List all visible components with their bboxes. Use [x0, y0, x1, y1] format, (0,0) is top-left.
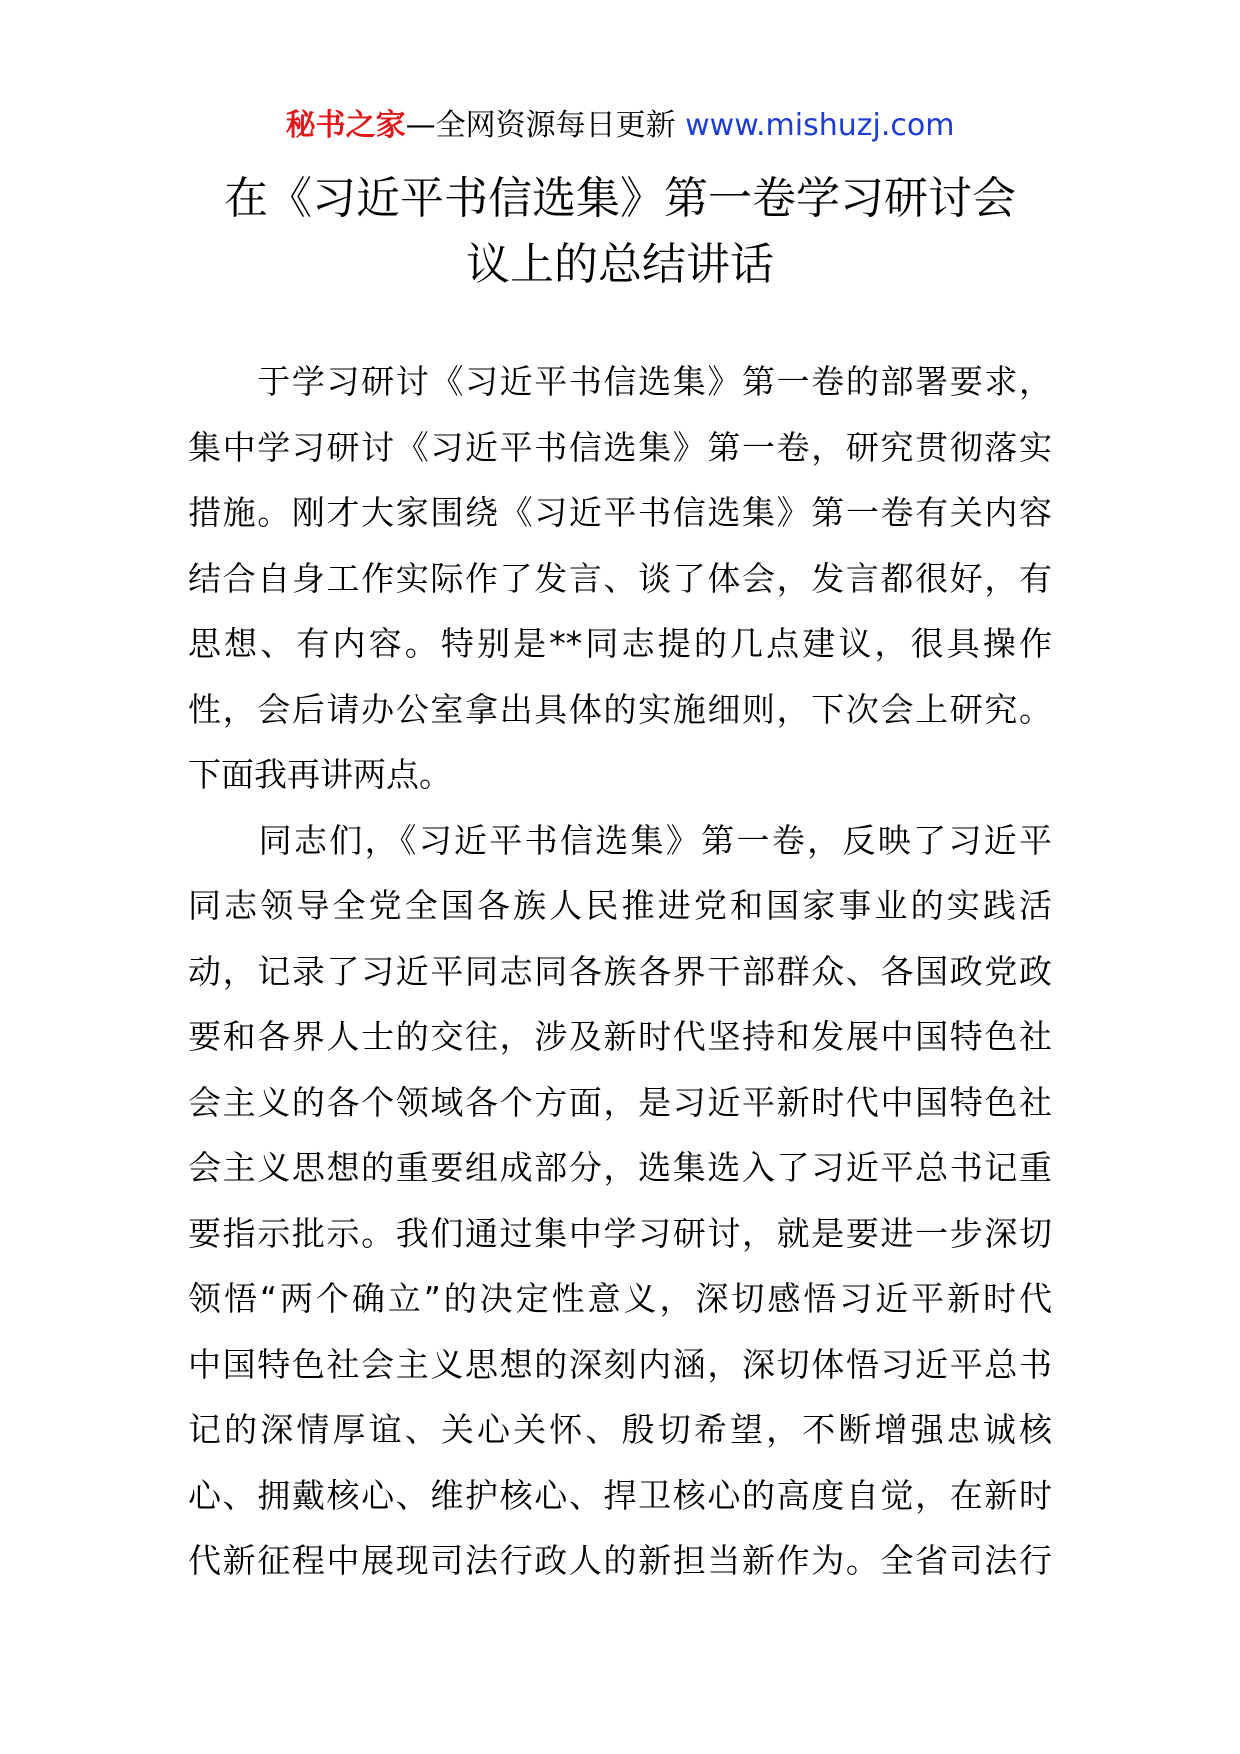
text-line: 集中学习研讨《习近平书信选集》第一卷，研究贯彻落实	[188, 427, 1052, 467]
title-line: 在《习近平书信选集》第一卷学习研讨会	[224, 173, 1016, 224]
text-line: 动，记录了习近平同志同各族各界干部群众、各国政党政	[188, 951, 1052, 991]
paragraph-2	[188, 813, 1052, 1599]
text-line: 会主义思想的重要组成部分，选集选入了习近平总书记重	[188, 1148, 1052, 1187]
text-line: 措施。刚才大家围绕《习近平书信选集》第一卷有关内容	[188, 493, 1052, 532]
text-line: 记的深情厚谊、关心关怀、殷切希望，不断增强忠诚核	[188, 1410, 1052, 1449]
text-line: 领悟“两个确立”的决定性意义，深切感悟习近平新时代	[188, 1279, 1052, 1318]
text-line: 性，会后请办公室拿出具体的实施细则，下次会上研究。	[188, 689, 1052, 729]
paragraph-1	[188, 354, 1052, 813]
text-line: 要指示批示。我们通过集中学习研讨，就是要进一步深切	[188, 1213, 1052, 1253]
header-slogan: —全网资源每日更新	[405, 108, 676, 143]
site-header	[0, 106, 1240, 146]
document-body	[188, 354, 1052, 1599]
text-line: 要和各界人士的交往，涉及新时代坚持和发展中国特色社	[188, 1017, 1052, 1056]
text-line: 下面我再讲两点。	[188, 755, 452, 794]
text-line: 会主义的各个领域各个方面，是习近平新时代中国特色社	[188, 1082, 1052, 1122]
text-line: 中国特色社会主义思想的深刻内涵，深切体悟习近平总书	[188, 1344, 1052, 1384]
text-line: 于学习研讨《习近平书信选集》第一卷的部署要求，	[188, 362, 1052, 401]
title-line: 议上的总结讲话	[466, 239, 774, 290]
document-title	[190, 166, 1050, 298]
site-url: www.mishuzj.com	[685, 108, 955, 143]
text-line: 结合自身工作实际作了发言、谈了体会，发言都很好，有	[188, 558, 1052, 598]
text-line: 思想、有内容。特别是**同志提的几点建议，很具操作	[188, 624, 1052, 663]
text-line: 同志们，《习近平书信选集》第一卷，反映了习近平	[188, 820, 1052, 860]
text-line: 心、拥戴核心、维护核心、捍卫核心的高度自觉，在新时	[188, 1475, 1052, 1515]
text-line: 代新征程中展现司法行政人的新担当新作为。全省司法行	[188, 1541, 1052, 1580]
text-line: 同志领导全党全国各族人民推进党和国家事业的实践活	[188, 886, 1052, 925]
brand-name: 秘书之家	[285, 108, 406, 143]
